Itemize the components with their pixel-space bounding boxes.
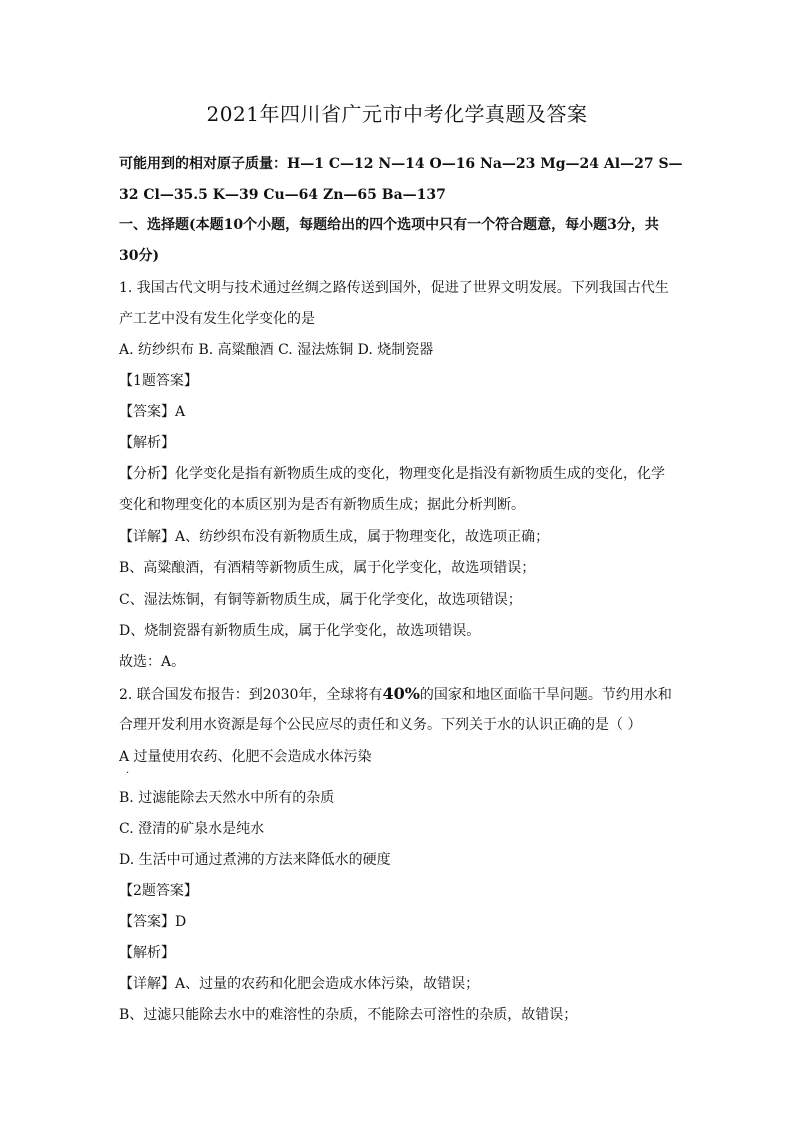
q1-stem-line-1: 1. 我国古代文明与技术通过丝绸之路传送到国外，促进了世界文明发展。下列我国古代生	[119, 280, 669, 296]
q2-percent: 40%	[382, 684, 420, 703]
q1-options: A. 纺纱织布 B. 高粱酿酒 C. 湿法炼铜 D. 烧制瓷器	[119, 342, 434, 358]
q1-conclusion: 故选：A。	[119, 654, 186, 670]
q1-detail-b: B、高粱酿酒，有酒精等新物质生成，属于化学变化，故选项错误；	[119, 560, 536, 576]
q1-detail-c: C、湿法炼铜，有铜等新物质生成，属于化学变化，故选项错误；	[119, 592, 522, 608]
q2-option-a-text: A 过量使用农药、化肥不会造成水体污染	[119, 749, 372, 765]
q1-stem-line-2: 产工艺中没有发生化学变化的是	[119, 311, 315, 327]
section-heading-line-2: 30分)	[119, 248, 160, 264]
q1-fenxi-line-1: 【分析】化学变化是指有新物质生成的变化，物理变化是指没有新物质生成的变化，化学	[119, 466, 665, 482]
q1-fenxi-line-2: 变化和物理变化的本质区别为是否有新物质生成；据此分析判断。	[119, 497, 525, 513]
atomic-mass-line-2: 32 Cl—35.5 K—39 Cu—64 Zn—65 Ba—137	[119, 187, 446, 203]
q2-stem-line-1	[119, 685, 679, 704]
q1-detail-d: D、烧制瓷器有新物质生成，属于化学变化，故选项错误。	[119, 623, 481, 639]
q2-stem-part-1: 2. 联合国发布报告：到2030年，全球将有	[119, 687, 383, 703]
section-heading-line-1: 一、选择题(本题10个小题，每题给出的四个选项中只有一个符合题意，每小题3分，共	[119, 217, 659, 233]
q2-detail-a: 【详解】A、过量的农药和化肥会造成水体污染，故错误；	[119, 976, 480, 992]
q1-detail-a: 【详解】A、纺纱织布没有新物质生成，属于物理变化，故选项正确；	[119, 529, 550, 545]
q2-option-c: C. 澄清的矿泉水是纯水	[119, 821, 265, 837]
q2-answer-header: 【2题答案】	[119, 883, 198, 899]
q2-option-a-dot: .	[126, 765, 130, 776]
q1-answer-header: 【1题答案】	[119, 373, 198, 389]
page-title: 2021年四川省广元市中考化学真题及答案	[206, 102, 588, 126]
q2-option-d: D. 生活中可通过煮沸的方法来降低水的硬度	[119, 852, 391, 868]
q2-stem-part-2: 的国家和地区面临干旱问题。节约用水和	[419, 687, 672, 703]
q2-option-b: B. 过滤能除去天然水中所有的杂质	[119, 790, 335, 806]
q2-analysis-header: 【解析】	[119, 945, 175, 961]
q2-stem-line-2: 合理开发利用水资源是每个公民应尽的责任和义务。下列关于水的认识正确的是（ ）	[119, 717, 642, 733]
q1-answer: 【答案】A	[119, 404, 186, 420]
q2-answer: 【答案】D	[119, 914, 187, 930]
q2-detail-b: B、过滤只能除去水中的难溶性的杂质，不能除去可溶性的杂质，故错误；	[119, 1007, 578, 1023]
atomic-mass-line-1: 可能用到的相对原子质量：H—1 C—12 N—14 O—16 Na—23 Mg—24 Al—27 S—	[119, 156, 683, 172]
q1-analysis-header: 【解析】	[119, 435, 175, 451]
